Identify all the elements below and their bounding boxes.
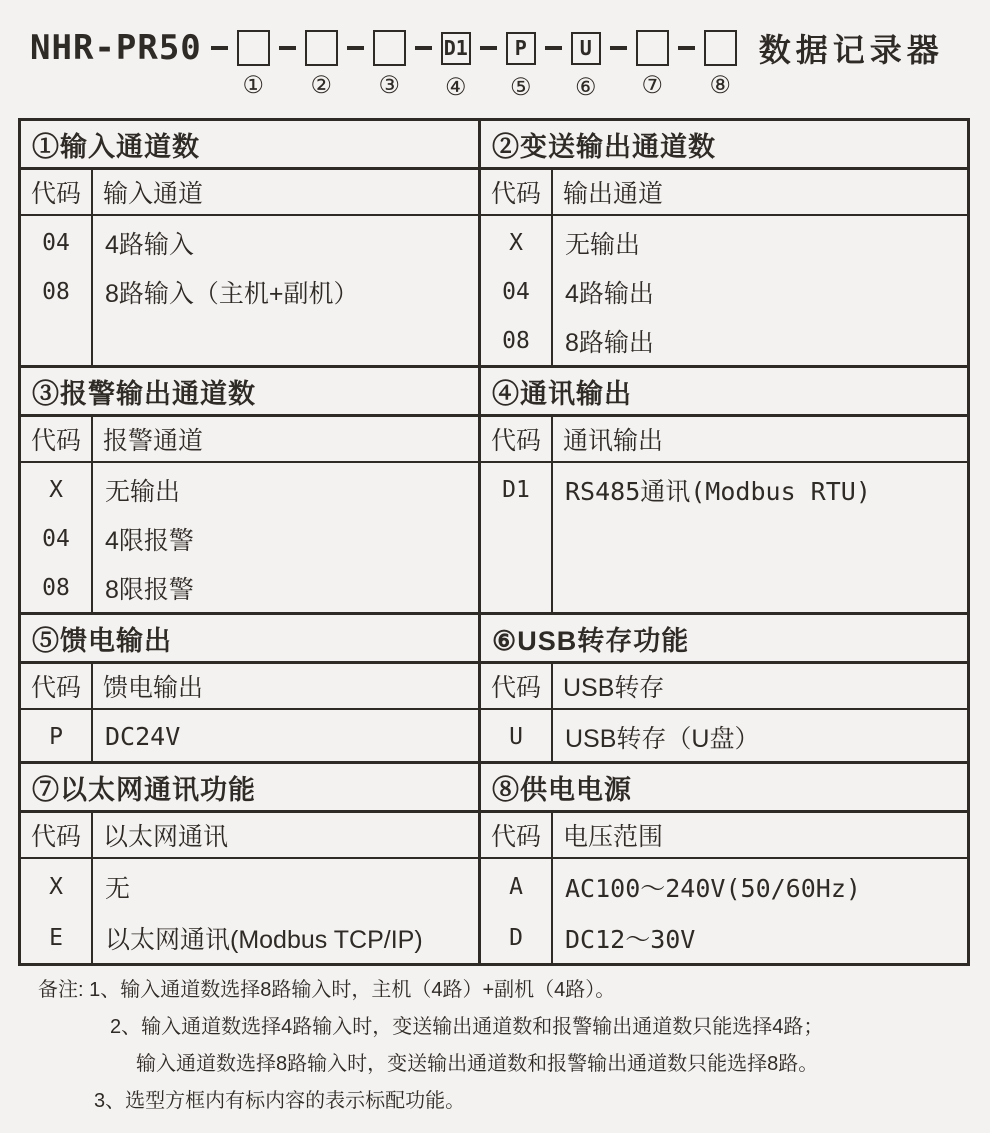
code-column-header: 代码 <box>481 417 553 461</box>
code-value: 08 <box>42 574 70 601</box>
section-title: ④通讯输出 <box>481 368 967 417</box>
desc-column <box>93 710 478 761</box>
section-header-row <box>21 417 478 463</box>
desc-column-header: 通讯输出 <box>563 427 664 455</box>
code-value: X <box>49 476 63 503</box>
section-header-row <box>21 664 478 710</box>
dash-separator <box>480 46 497 50</box>
code-position-5 <box>506 32 536 101</box>
desc-value: DC12～30V <box>565 924 696 954</box>
desc-column <box>553 859 967 963</box>
section-header-row <box>481 417 967 463</box>
dash-separator <box>678 46 695 50</box>
code-column <box>481 216 553 365</box>
section-power-supply <box>481 761 967 963</box>
desc-column-header: 报警通道 <box>103 427 204 455</box>
desc-column-header: 馈电输出 <box>103 674 204 702</box>
desc-column-header: 电压范围 <box>563 823 664 851</box>
section-title: ⑥USB转存功能 <box>481 615 967 664</box>
dash-separator <box>415 46 432 50</box>
desc-column-header: 输入通道 <box>103 180 204 208</box>
dash-separator <box>610 46 627 50</box>
model-code-line <box>30 26 944 101</box>
remark-line-3: 输入通道数选择8路输入时，变送输出通道数和报警输出通道数只能选择8路。 <box>136 1053 819 1075</box>
section-title: ②变送输出通道数 <box>481 121 967 170</box>
section-feed-power-output <box>21 612 481 761</box>
section-body <box>481 710 967 761</box>
code-box-2 <box>305 30 338 66</box>
ordering-selection-table <box>18 118 970 966</box>
code-value: 04 <box>42 525 70 552</box>
section-body <box>21 859 478 963</box>
section-title: ⑤馈电输出 <box>21 615 478 664</box>
code-position-8 <box>704 30 737 99</box>
code-column-header: 代码 <box>21 170 93 214</box>
section-alarm-output-channels <box>21 365 481 612</box>
code-column-header: 代码 <box>21 664 93 708</box>
desc-column <box>93 216 478 365</box>
code-value: U <box>509 723 523 750</box>
position-marker-2: ② <box>310 72 333 99</box>
desc-column <box>553 216 967 365</box>
product-name: 数据记录器 <box>758 32 944 68</box>
desc-value: 8路输入（主机+副机） <box>105 279 359 308</box>
dash-separator <box>545 46 562 50</box>
code-value: 08 <box>502 327 530 354</box>
desc-column <box>93 463 478 612</box>
section-communication-output <box>481 365 967 612</box>
desc-value: 4路输入 <box>105 230 194 259</box>
desc-value: RS485通讯(Modbus RTU) <box>565 476 871 506</box>
desc-value: 8路输出 <box>565 328 654 357</box>
section-title: ③报警输出通道数 <box>21 368 478 417</box>
desc-value: 8限报警 <box>105 575 194 604</box>
code-column <box>21 463 93 612</box>
desc-value: 以太网通讯(Modbus TCP/IP) <box>105 925 423 954</box>
code-column <box>21 710 93 761</box>
code-value: E <box>49 924 63 951</box>
section-title: ⑧供电电源 <box>481 764 967 813</box>
section-header-row <box>481 813 967 859</box>
desc-value: 无 <box>105 874 131 903</box>
dash-separator <box>347 46 364 50</box>
desc-value: 4限报警 <box>105 526 194 555</box>
desc-column <box>553 710 967 761</box>
code-value: D1 <box>502 476 530 503</box>
code-column <box>481 710 553 761</box>
position-marker-1: ① <box>242 72 265 99</box>
position-marker-5: ⑤ <box>510 73 532 101</box>
section-transmit-output-channels <box>481 121 967 365</box>
code-value: D <box>509 924 523 951</box>
code-position-1 <box>237 30 270 99</box>
desc-column-header: 输出通道 <box>563 180 664 208</box>
code-position-6 <box>571 32 601 101</box>
code-column <box>21 216 93 365</box>
section-header-row <box>481 170 967 216</box>
remark-line-4: 3、选型方框内有标内容的表示标配功能。 <box>94 1090 466 1112</box>
section-input-channels <box>21 121 481 365</box>
code-value: A <box>509 873 523 900</box>
desc-value: DC24V <box>105 722 181 751</box>
section-body <box>21 710 478 761</box>
section-body <box>481 463 967 612</box>
code-value: X <box>509 229 523 256</box>
section-body <box>21 463 478 612</box>
section-title: ⑦以太网通讯功能 <box>21 764 478 813</box>
code-box-3 <box>373 30 406 66</box>
model-prefix: NHR-PR50 <box>30 28 202 68</box>
desc-column-header: USB转存 <box>563 674 665 702</box>
section-body <box>481 859 967 963</box>
desc-value: AC100～240V(50/60Hz) <box>565 873 861 903</box>
code-column-header: 代码 <box>21 813 93 857</box>
code-box-7 <box>636 30 669 66</box>
section-body <box>21 216 478 365</box>
code-value: P <box>49 723 63 750</box>
code-value: 04 <box>42 229 70 256</box>
section-usb-dump <box>481 612 967 761</box>
code-column-header: 代码 <box>481 170 553 214</box>
code-value: 08 <box>42 278 70 305</box>
code-box-6: U <box>571 32 601 65</box>
section-header-row <box>21 813 478 859</box>
section-ethernet-communication <box>21 761 481 963</box>
code-box-4: D1 <box>441 32 471 65</box>
desc-column-header: 以太网通讯 <box>103 823 229 851</box>
code-position-2 <box>305 30 338 99</box>
remarks-block <box>38 972 823 1120</box>
code-column-header: 代码 <box>481 813 553 857</box>
code-column <box>481 463 553 612</box>
code-column-header: 代码 <box>21 417 93 461</box>
position-marker-4: ④ <box>445 73 467 101</box>
code-position-4 <box>441 32 471 101</box>
code-box-5: P <box>506 32 536 65</box>
desc-value: 无输出 <box>565 230 641 259</box>
code-box-8 <box>704 30 737 66</box>
position-marker-6: ⑥ <box>575 73 597 101</box>
desc-column <box>553 463 967 612</box>
position-marker-3: ③ <box>378 72 401 99</box>
section-header-row <box>21 170 478 216</box>
code-value: X <box>49 873 63 900</box>
code-position-7 <box>636 30 669 99</box>
remark-line-2: 2、输入通道数选择4路输入时，变送输出通道数和报警输出通道数只能选择4路； <box>110 1016 824 1038</box>
desc-value: USB转存（U盘） <box>565 724 760 753</box>
section-title: ①输入通道数 <box>21 121 478 170</box>
code-column <box>21 859 93 963</box>
desc-value: 4路输出 <box>565 279 654 308</box>
remark-line-1: 备注: 1、输入通道数选择8路输入时，主机（4路）+副机（4路）。 <box>38 979 616 1001</box>
position-marker-8: ⑧ <box>709 72 732 99</box>
desc-value: 无输出 <box>105 477 181 506</box>
position-marker-7: ⑦ <box>641 72 664 99</box>
dash-separator <box>211 46 228 50</box>
code-position-3 <box>373 30 406 99</box>
section-header-row <box>481 664 967 710</box>
code-box-1 <box>237 30 270 66</box>
desc-column <box>93 859 478 963</box>
dash-separator <box>279 46 296 50</box>
code-value: 04 <box>502 278 530 305</box>
section-body <box>481 216 967 365</box>
code-column-header: 代码 <box>481 664 553 708</box>
code-column <box>481 859 553 963</box>
